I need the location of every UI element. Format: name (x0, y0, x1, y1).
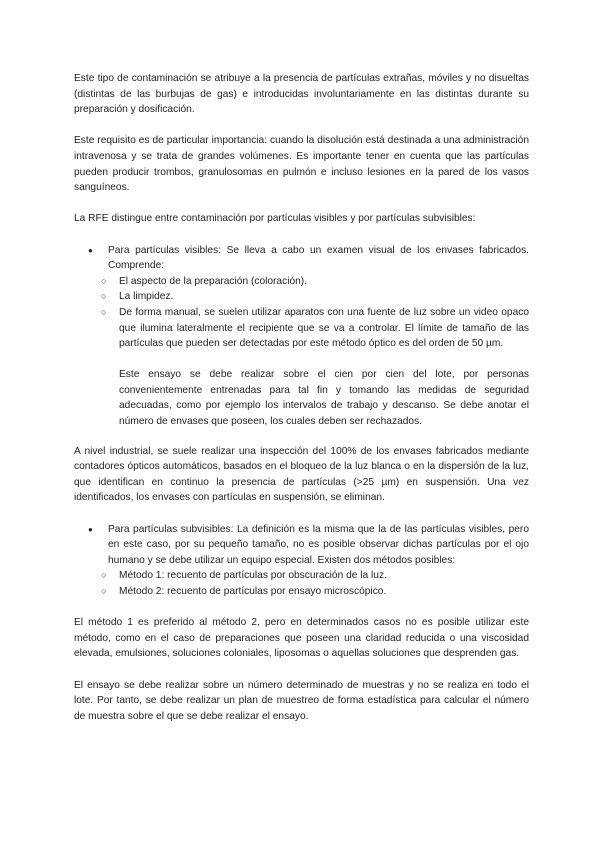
visible-sublist (108, 274, 529, 430)
manual-method-text: De forma manual, se suelen utilizar aparatos con una fuente de luz sobre un video opaco que ilumina lateralmente el recipiente que se va a controlar. El límite de tamaño de las partículas que pueden ser detectadas por este método óptico es del orden de 50 µm. (119, 306, 529, 350)
paragraph-importance: Este requisito es de particular importancia: cuando la disolución está destinada a una administración intravenosa y se trata de grandes volúmenes. Es importante tener en cuenta que las partículas pueden producir trombos, granulosomas en pulmón e incluso lesiones en la pared de los vasos sanguíneos. (74, 135, 529, 194)
paragraph-industrial-inspection: A nivel industrial, se suele realizar una inspección del 100% de los envases fabricados mediante contadores ópticos automáticos, basados en el bloqueo de la luz blanca o en la dispersión de la luz, que identifican en continuo la presencia de partículas (>25 µm) en suspensión. Una vez identificados, los envases con partículas en suspensión, se eliminan. (74, 445, 529, 504)
paragraph-sampling-plan: El ensayo se debe realizar sobre un número determinado de muestras y no se realiza en todo el lote. Por tanto, se debe realizar un plan de muestreo de forma estadística para calcular el número de muestra sobre el que se debe realizar el ensayo. (74, 679, 529, 722)
subvisible-sublist (108, 568, 529, 599)
sublist-item-manual-method (119, 305, 529, 430)
subvisible-intro: Para partículas subvisibles: La definición es la misma que la de las partículas visibles, pero en este caso, por su pequeño tamaño, no es posible observar dichas partículas por el ojo humano y se debe utilizar un equipo especial. Existen dos métodos posibles: (108, 523, 529, 566)
sublist-item-clarity: ○ La limpidez. (119, 289, 529, 305)
paragraph-method-preference: El método 1 es preferido al método 2, pero en determinados casos no es posible utilizar este método, como en el caso de preparaciones que poseen una claridad reducida o una viscosidad elevada, emulsiones, soluciones coloniales, liposomas o aquellas soluciones que desprenden gas. (74, 617, 529, 660)
paragraph-contamination-definition: Este tipo de contaminación se atribuye a la presencia de partículas extrañas, móviles y no disueltas (distintas de las burbujas de gas) e introducidas involuntariamente en las distintas durante su preparación y dosificación. (74, 73, 529, 116)
sublist-item-method-2: ○ Método 2: recuento de partículas por ensayo microscópico. (119, 584, 529, 600)
document-page (74, 71, 529, 724)
visible-intro: Para partículas visibles: Se lleva a cabo un examen visual de los envases fabricados. Comprende: (108, 244, 529, 272)
manual-method-extra: Este ensayo se debe realizar sobre el cien por cien del lote, por personas convenientemente entrenadas para tal fin y tomando las medidas de seguridad adecuadas, como por ejemplo los intervalos de trabajo y descanso. Se debe anotar el número de envases que poseen, los cuales deben ser rechazados. (119, 369, 529, 428)
visible-particles-list (74, 243, 529, 430)
list-item-visible (108, 243, 529, 430)
sublist-item-appearance: ○ El aspecto de la preparación (coloración). (119, 274, 529, 290)
list-item-subvisible (108, 522, 529, 600)
subvisible-particles-list (74, 522, 529, 600)
sublist-item-method-1: ○ Método 1: recuento de partículas por obscuración de la luz. (119, 568, 529, 584)
paragraph-rfe-distinction: La RFE distingue entre contaminación por partículas visibles y por partículas subvisibles: (74, 213, 476, 225)
